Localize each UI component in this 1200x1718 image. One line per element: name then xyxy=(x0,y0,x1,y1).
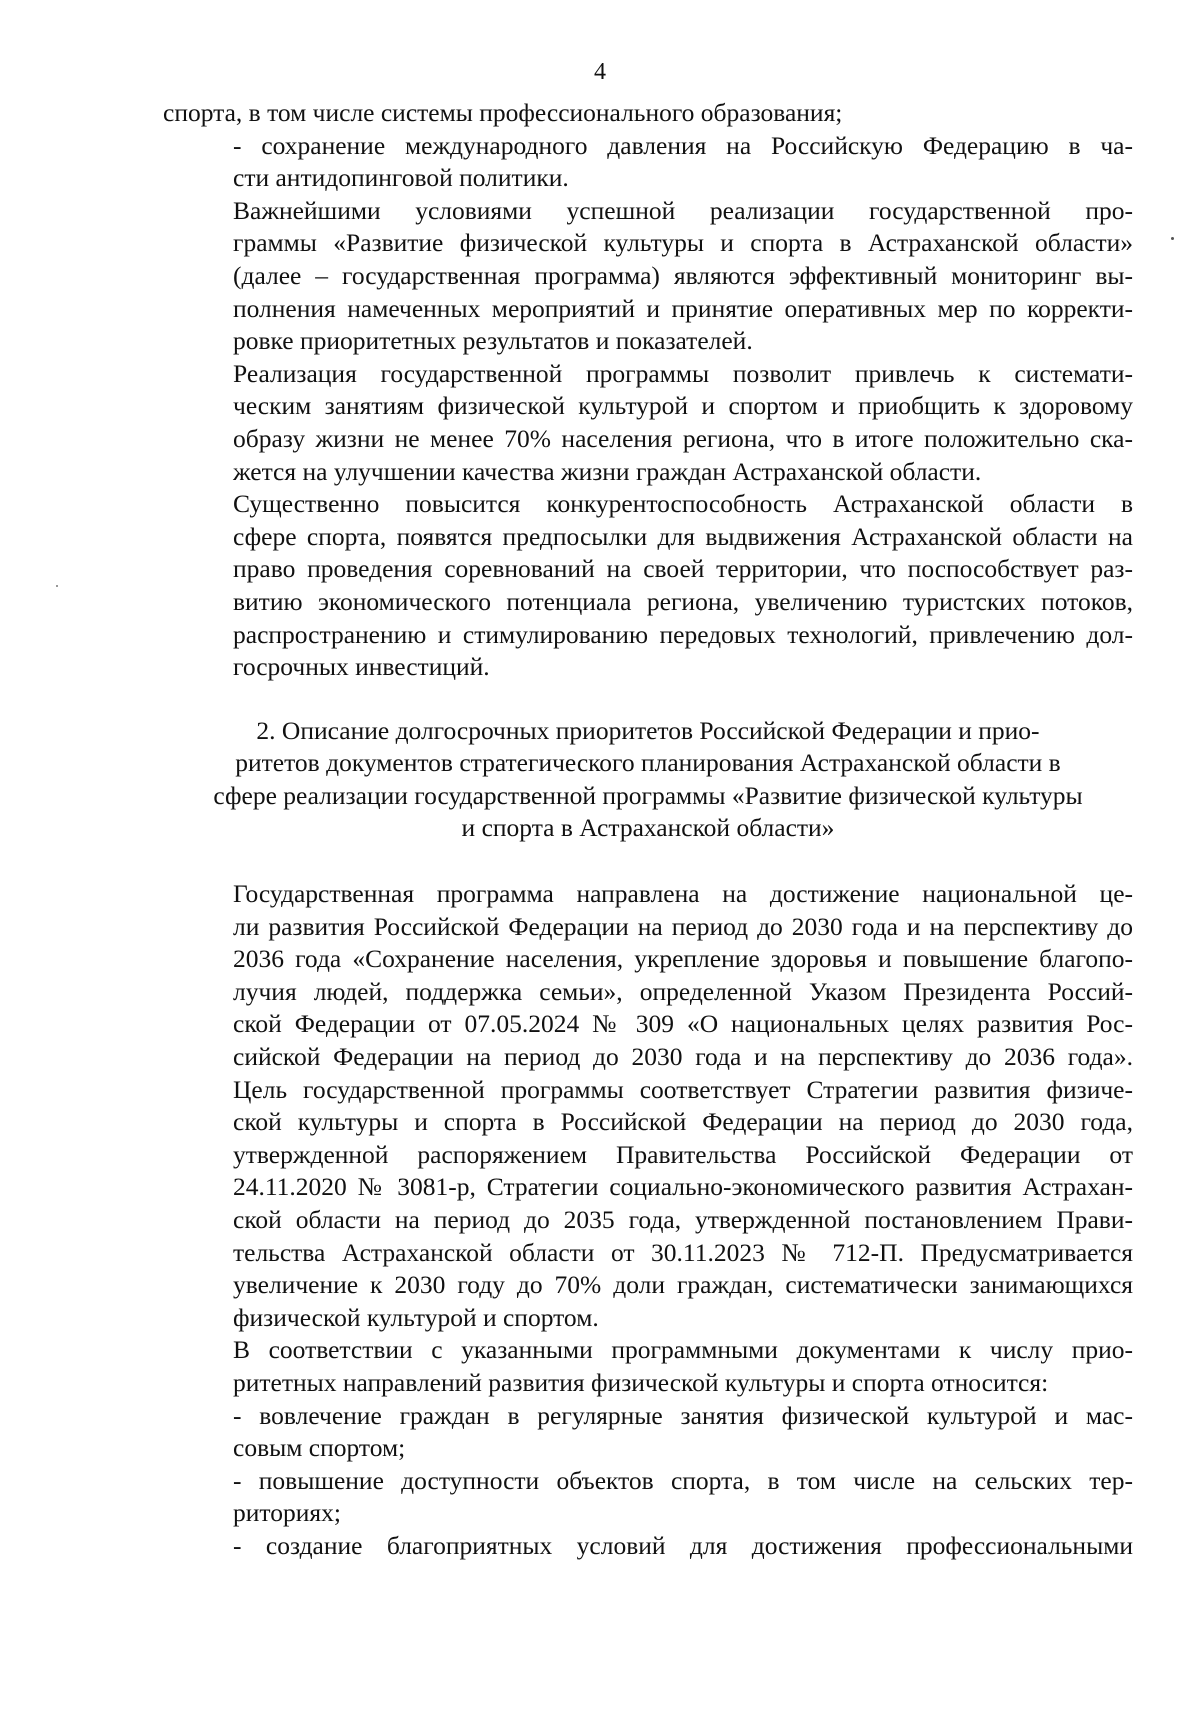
text-line: сфере спорта, появятся предпосылки для выдвижения Астраханской области на xyxy=(233,521,1133,551)
text-line: утвержденной распоряжением Правительства Российской Федерации от xyxy=(233,1139,1133,1169)
text-line: сийской Федерации на период до 2030 года и на перспективу до 2036 года». xyxy=(233,1042,1133,1072)
text-line: - сохранение международного давления на Российскую Федерацию в ча- xyxy=(233,130,1133,160)
page-number: 4 xyxy=(594,59,606,85)
text-line: сти антидопинговой политики. xyxy=(233,163,569,193)
spacer xyxy=(163,684,1133,715)
text-line: право проведения соревнований на своей территории, что поспособствует раз- xyxy=(233,554,1133,584)
text-line: Реализация государственной программы позволит привлечь к системати- xyxy=(233,358,1133,388)
text-line: риториях; xyxy=(233,1498,341,1528)
text-line: жется на улучшении качества жизни граждан Астраханской области. xyxy=(233,456,982,486)
text-line: Важнейшими условиями успешной реализации государственной про- xyxy=(233,195,1133,225)
scan-speck xyxy=(56,585,58,587)
text-line: - создание благоприятных условий для достижения профессиональными xyxy=(233,1530,1133,1560)
text-line: ской области на период до 2035 года, утвержденной постановлением Прави- xyxy=(233,1205,1133,1234)
text-line: В соответствии с указанными программными документами к числу прио- xyxy=(233,1335,1133,1365)
text-line: 2036 года «Сохранение населения, укрепление здоровья и повышение благопо- xyxy=(233,944,1133,974)
text-line: ли развития Российской Федерации на период до 2030 года и на перспективу до xyxy=(233,911,1133,941)
text-line: - вовлечение граждан в регулярные занятия физической культурой и мас- xyxy=(233,1400,1133,1430)
text-line: витию экономического потенциала региона, увеличению туристских потоков, xyxy=(233,586,1133,616)
text-line: лучия людей, поддержка семьи», определенной Указом Президента Россий- xyxy=(233,976,1133,1006)
text-line: 2. Описание долгосрочных приоритетов Российской Федерации и прио- xyxy=(256,715,1040,745)
text-line: распространению и стимулированию передовых технологий, привлечению дол- xyxy=(233,619,1133,649)
text-line: ческим занятиям физической культурой и спортом и приобщить к здоровому xyxy=(233,391,1133,421)
list-item xyxy=(163,1530,1133,1563)
list-item xyxy=(163,1465,1133,1530)
spacer xyxy=(163,845,1133,878)
text-line: Существенно повысится конкурентоспособность Астраханской области в xyxy=(233,489,1133,519)
paragraph xyxy=(163,195,1133,358)
text-line: сфере реализации государственной программы «Развитие физической культуры xyxy=(213,780,1083,810)
text-line: (далее – государственная программа) являются эффективный мониторинг вы- xyxy=(233,260,1133,290)
text-line: тельства Астраханской области от 30.11.2023 № 712-П. Предусматривается xyxy=(233,1237,1133,1267)
text-line: Государственная программа направлена на достижение национальной це- xyxy=(233,879,1133,909)
text-line: ритетных направлений развития физической культуры и спорта относится: xyxy=(233,1367,1049,1397)
text-line: госрочных инвестиций. xyxy=(233,652,490,682)
text-line: - повышение доступности объектов спорта, в том числе на сельских тер- xyxy=(233,1465,1133,1495)
text-line: физической культурой и спортом. xyxy=(233,1302,599,1332)
text-line: Цель государственной программы соответствует Стратегии развития физиче- xyxy=(233,1074,1133,1104)
text-line: и спорта в Астраханской области» xyxy=(461,813,835,843)
text-line: граммы «Развитие физической культуры и спорта в Астраханской области» xyxy=(233,228,1133,258)
text-line: ровке приоритетных результатов и показателей. xyxy=(233,326,753,356)
text-line: полнения намеченных мероприятий и принятие оперативных мер по корректи- xyxy=(233,293,1133,323)
text-line: образу жизни не менее 70% населения региона, что в итоге положительно ска- xyxy=(233,423,1133,453)
body-text xyxy=(163,97,1133,1563)
paragraph xyxy=(163,878,1133,1334)
text-line: совым спортом; xyxy=(233,1433,406,1463)
paragraph xyxy=(163,97,1133,130)
paragraph xyxy=(163,488,1133,684)
text-line: ритетов документов стратегического планирования Астраханской области в xyxy=(235,748,1061,778)
text-line: увеличение к 2030 году до 70% доли граждан, систематически занимающихся xyxy=(233,1270,1133,1300)
scan-speck xyxy=(1171,237,1174,240)
paragraph xyxy=(163,1334,1133,1399)
text-line: ской Федерации от 07.05.2024 № 309 «О национальных целях развития Рос- xyxy=(233,1009,1133,1039)
list-item xyxy=(163,1400,1133,1465)
section-heading xyxy=(163,715,1133,845)
paragraph xyxy=(163,358,1133,488)
text-line: 24.11.2020 № 3081-р, Стратегии социально-экономического развития Астрахан- xyxy=(233,1172,1133,1202)
text-line: ской культуры и спорта в Российской Федерации на период до 2030 года, xyxy=(233,1107,1133,1137)
paragraph xyxy=(163,130,1133,195)
text-line: спорта, в том числе системы профессионального образования; xyxy=(163,98,843,127)
